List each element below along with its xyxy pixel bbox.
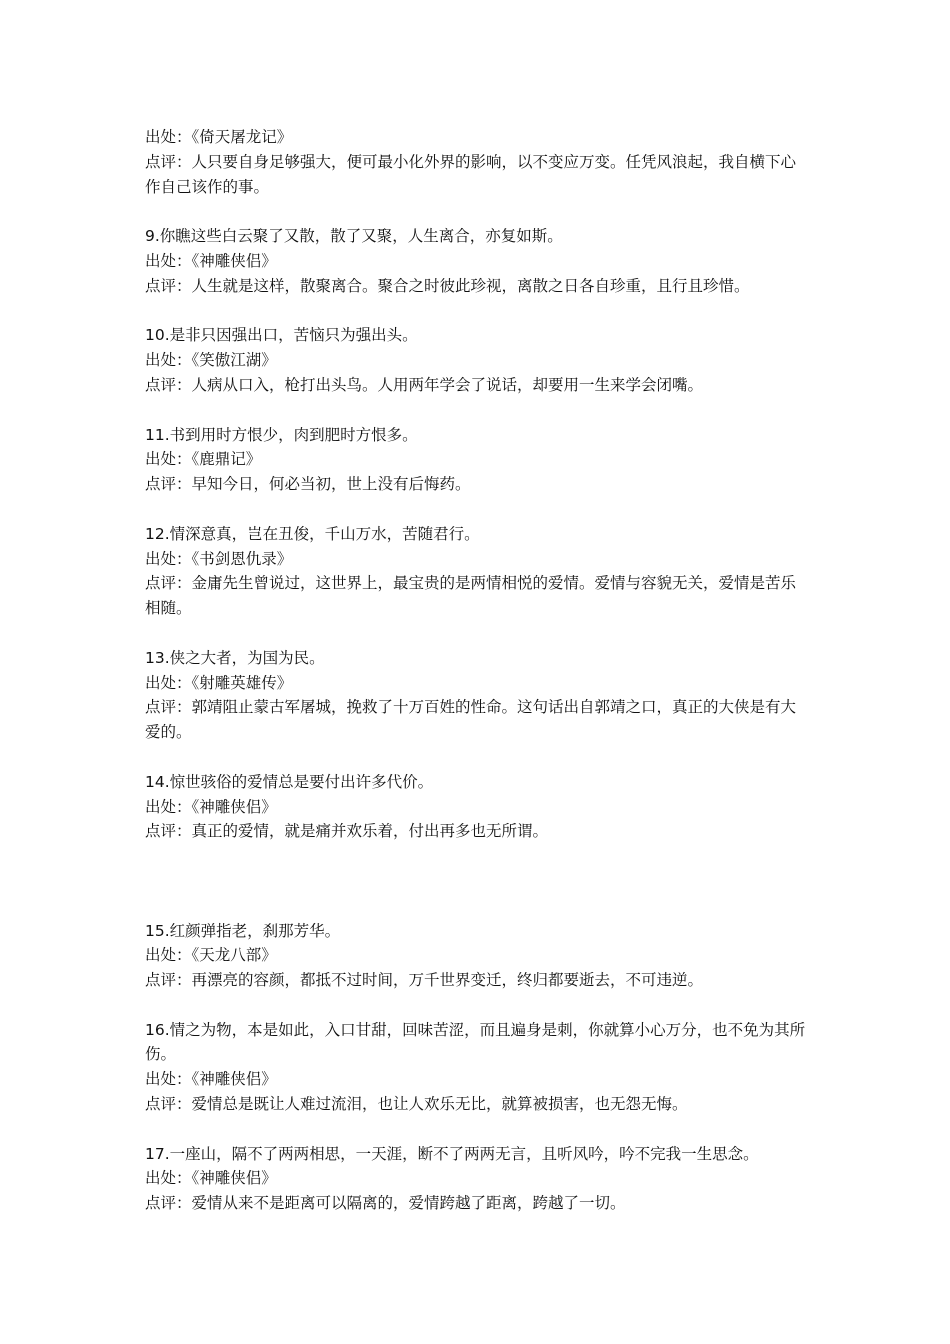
entry-source: 出处：《笑傲江湖》 bbox=[145, 351, 277, 370]
document-page bbox=[145, 125, 810, 1241]
entry-quote: 14.惊世骇俗的爱情总是要付出许多代价。 bbox=[145, 772, 434, 791]
entry-16 bbox=[145, 1018, 810, 1117]
entry-source: 出处：《射雕英雄传》 bbox=[145, 673, 293, 692]
entry-quote: 16.情之为物，本是如此，入口甘甜，回味苦涩，而且遍身是刺，你就算小心万分，也不免为其所伤。 bbox=[145, 1020, 806, 1064]
entry-source: 出处：《神雕侠侣》 bbox=[145, 1070, 277, 1089]
entry-comment: 点评：人病从口入，枪打出头鸟。人用两年学会了说话，却要用一生来学会闭嘴。 bbox=[145, 375, 704, 394]
entry-source: 出处：《天龙八部》 bbox=[145, 946, 277, 965]
entry-comment: 点评：郭靖阻止蒙古军屠城，挽救了十万百姓的性命。这句话出自郭靖之口，真正的大侠是有大爱的。 bbox=[145, 698, 797, 742]
entry-comment: 点评：爱情总是既让人难过流泪，也让人欢乐无比，就算被损害，也无怨无悔。 bbox=[145, 1095, 688, 1114]
entry-quote: 11.书到用时方恨少，肉到肥时方恨多。 bbox=[145, 425, 418, 444]
entry-comment: 点评：金庸先生曾说过，这世界上，最宝贵的是两情相悦的爱情。爱情与容貌无关，爱情是苦乐相随。 bbox=[145, 574, 797, 618]
entry-quote: 17.一座山，隔不了两两相思，一天涯，断不了两两无言，且听风吟，吟不完我一生思念。 bbox=[145, 1144, 759, 1163]
entry-quote: 13.侠之大者，为国为民。 bbox=[145, 648, 325, 667]
entry-comment: 点评：真正的爱情，就是痛并欢乐着，付出再多也无所谓。 bbox=[145, 822, 549, 841]
entry-source: 出处：《书剑恩仇录》 bbox=[145, 549, 293, 568]
entry-15 bbox=[145, 919, 810, 993]
entry-source: 出处：《神雕侠侣》 bbox=[145, 797, 277, 816]
entry-13 bbox=[145, 646, 810, 745]
entry-8 bbox=[145, 125, 810, 199]
entry-quote: 10.是非只因强出口，苦恼只为强出头。 bbox=[145, 326, 418, 345]
entry-12 bbox=[145, 522, 810, 621]
entry-quote: 15.红颜弹指老，刹那芳华。 bbox=[145, 921, 341, 940]
entry-comment: 点评：人生就是这样，散聚离合。聚合之时彼此珍视，离散之日各自珍重，且行且珍惜。 bbox=[145, 276, 750, 295]
entry-10 bbox=[145, 323, 810, 397]
entry-comment: 点评：再漂亮的容颜，都抵不过时间，万千世界变迁，终归都要逝去，不可违逆。 bbox=[145, 971, 704, 990]
entry-quote: 9.你瞧这些白云聚了又散，散了又聚，人生离合，亦复如斯。 bbox=[145, 227, 563, 246]
entry-11 bbox=[145, 423, 810, 497]
entry-quote: 12.情深意真，岂在丑俊，千山万水，苦随君行。 bbox=[145, 524, 480, 543]
entry-14 bbox=[145, 770, 810, 844]
entry-source: 出处：《倚天屠龙记》 bbox=[145, 128, 293, 146]
entry-source: 出处：《神雕侠侣》 bbox=[145, 1169, 277, 1188]
entry-source: 出处：《鹿鼎记》 bbox=[145, 450, 262, 469]
entry-source: 出处：《神雕侠侣》 bbox=[145, 251, 277, 270]
entry-comment: 点评：早知今日，何必当初，世上没有后悔药。 bbox=[145, 475, 471, 494]
entry-9 bbox=[145, 224, 810, 298]
entry-comment: 点评：人只要自身足够强大，便可最小化外界的影响，以不变应万变。任凭风浪起，我自横下心作自己该作的事。 bbox=[145, 152, 797, 196]
entry-comment: 点评：爱情从来不是距离可以隔离的，爱情跨越了距离，跨越了一切。 bbox=[145, 1194, 626, 1213]
entry-17 bbox=[145, 1142, 810, 1216]
